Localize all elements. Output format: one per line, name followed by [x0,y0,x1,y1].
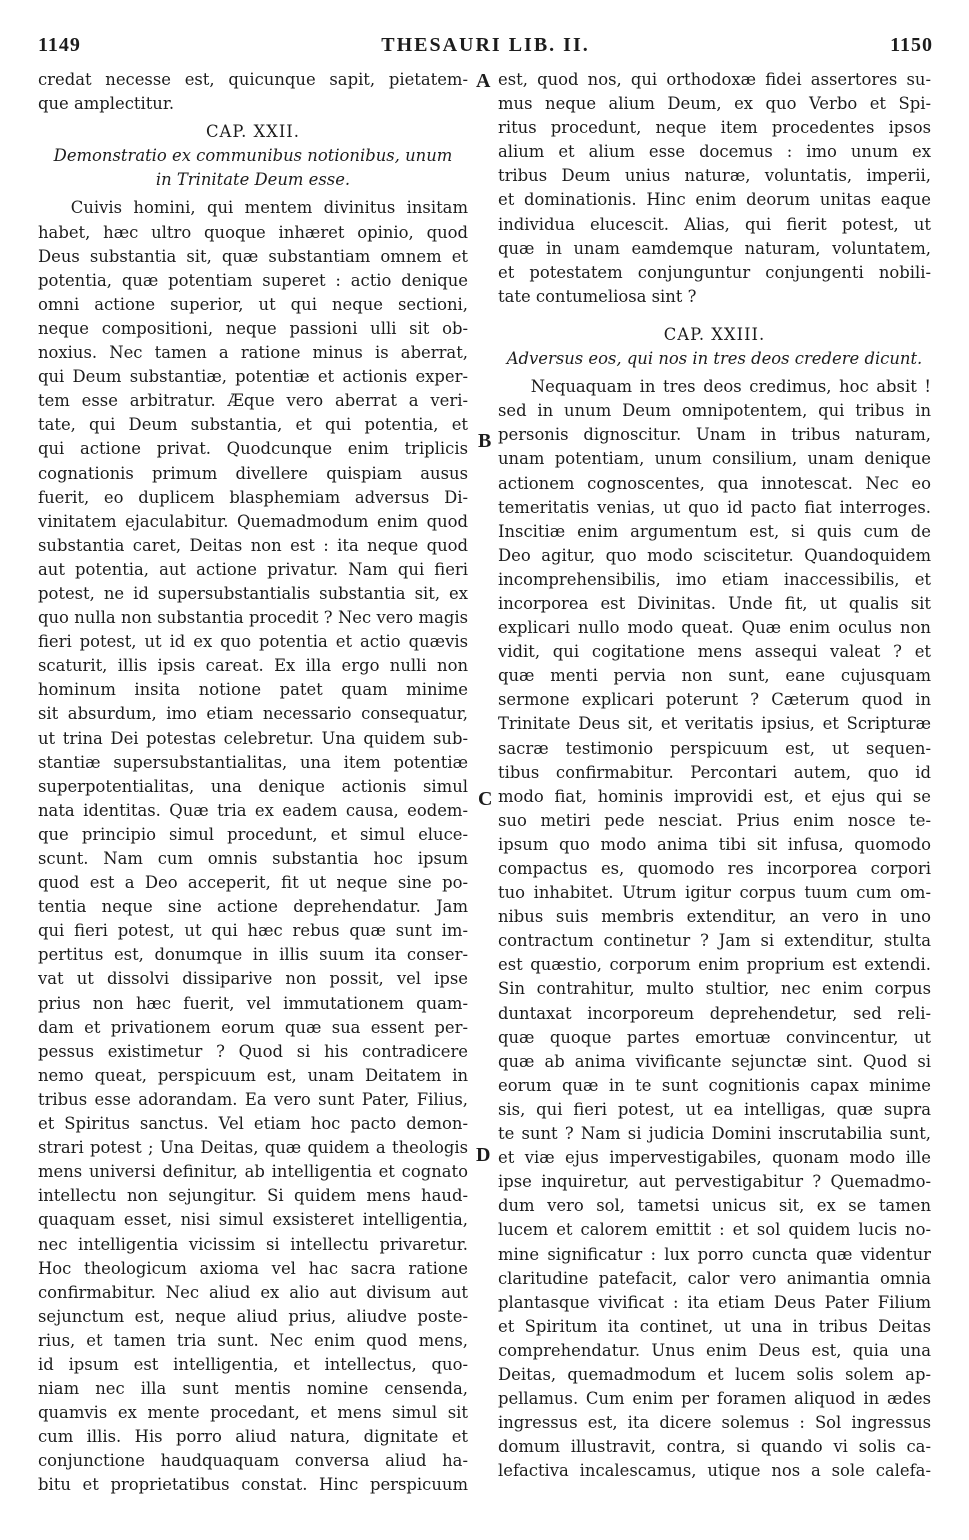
right-text-line: ritus procedunt, neque item procedentes ipsos [498,118,931,138]
left-text-line: stantiæ supersubstantialitas, una item potentiæ [38,752,468,772]
left-text-line: scaturit, illis ipsis careat. Ex illa ergo nulli non [38,656,468,676]
right-text-line: tibus confirmabitur. Percontari autem, quo id [498,762,931,782]
right-text-line: contractum continetur ? Jam si extenditur, stulta [498,931,931,951]
right-text-line: et Spiritum ita continet, ut una in tribus Deitas [498,1316,931,1336]
left-text-line: pertitus est, donumque in illis suum ita conser- [38,945,468,965]
left-text-line: prius non hæc fuerit, vel immutationem quam- [38,993,468,1013]
left-text-line: scunt. Nam cum omnis substantia hoc ipsum [38,849,468,868]
left-text-line: substantia caret, Deitas non est : ita neque quod [38,535,468,555]
right-text-line: alium et alium esse docemus : imo unum ex [498,142,931,162]
right-text-line: mus neque alium Deum, ex quo Verbo et Spi- [498,94,931,114]
right-text-line: ingressus est, ita dicere solemus : Sol ingressus [498,1413,931,1433]
right-text-line: quæ menti pervia non sunt, eane cujusquam [498,666,931,686]
left-text-line: omni actione superior, ut qui neque sectioni, [38,294,468,314]
left-text-line: intellectu non sejungitur. Si quidem mens haud- [38,1186,468,1206]
left-text-line: ut trina Dei potestas celebretur. Una quidem sub- [38,728,468,748]
right-text-line: dum vero sol, tametsi unicus sit, ex se tamen [498,1196,931,1216]
left-text-line: qui actione privat. Quodcunque enim triplicis [38,439,468,459]
left-text-line: habet, hæc ultro quoque inhæret opinio, quod [38,222,468,242]
margin-marker-d: D [476,1144,491,1166]
right-text-line: et potestatem conjunguntur conjungenti nobili- [498,262,931,282]
left-text-line: nec intelligentia vicissim si intellectu privaretur. [38,1234,468,1254]
right-text-line: suo metiri pede nesciat. Prius enim nosce te- [498,810,931,830]
right-text-line: sermone explicari poterunt ? Cæterum quod in [498,690,931,710]
left-text-line: tentia neque sine actione deprehendatur. Jam [38,897,468,917]
right-text-line: tate contumeliosa sint ? [498,286,697,306]
left-text-line: tribus esse adorandam. Ea vero sunt Pater, Filius, [38,1089,468,1109]
right-text-line: unam potentiam, unum consilium, unam denique [498,449,931,469]
left-text-line: quaquam esset, nisi simul exsisteret intelligentia, [38,1210,468,1230]
left-text-line: conjunctione haudquaquam conversa aliud ha- [38,1451,468,1471]
right-text-line: temeritatis venias, ut quo id pacto fiat interroges. [498,497,931,517]
left-text-line: strari potest ; Una Deitas, quæ quidem a theologis [38,1138,468,1158]
left-text-line: quod est a Deo acceperit, fit ut neque sine po- [38,873,468,893]
right-text-line: quæ quoque partes emortuæ convincentur, ut [498,1027,931,1047]
left-text-line: Deus substantia sit, quæ substantiam omnem et [38,246,468,266]
left-chapter-heading: CAP. XXII. [205,122,300,142]
right-text-line: modo fiat, hominis improvidi est, et ejus qui se [498,786,931,806]
right-text-line: Deo agitur, quo modo sciscitetur. Quandoquidem [498,545,931,565]
left-text-line: sejunctum est, neque aliud prius, aliudve poste- [38,1306,468,1326]
right-text-line: Nequaquam in tres deos credimus, hoc absit ! [530,377,931,397]
running-title: THESAURI LIB. II. [381,34,590,56]
right-text-line: ipse inquiretur, aut pervestigabitur ? Quemadmo- [498,1172,931,1192]
right-text-line: Inscitiæ enim argumentum est, si quis cum de [498,521,931,541]
left-text-line: superpotentialitas, una denique actionis simul [38,776,468,796]
right-text-line: claritudine patefacit, calor vero animantia omnia [498,1268,931,1288]
right-text-line: quæ in unam eamdemque naturam, voluntatem, [498,238,931,258]
right-text-line: duntaxat incorporeum deprehendetur, sed reli- [498,1003,931,1023]
right-text-line: domum illustravit, contra, si quando vi solis ca- [498,1437,931,1457]
right-text-line: lefactiva incalescamus, utique nos a sole calefa- [498,1461,931,1481]
left-text-line: potentia, quæ potentiam superet : actio denique [38,270,468,290]
right-page-number: 1150 [890,34,933,56]
right-text-line: individua elucescit. Alias, qui fierit potest, ut [498,214,931,234]
left-text-line: niam nec illa sunt mentis nomine censenda, [38,1379,468,1399]
left-text-line: dam et privationem eorum quæ sua essent per- [38,1017,468,1037]
left-text-line: pessus existimetur ? Quod si his contradicere [38,1041,468,1061]
left-text-line: id ipsum est intelligentia, et intellectus, quo- [38,1354,468,1374]
left-chapter-subtitle: in Trinitate Deum esse. [155,170,351,190]
left-text-line: tate, qui Deum substantia, et qui potentia, et [38,415,468,435]
left-text-line: rius, et tamen tria sunt. Nec enim quod mens, [38,1330,468,1350]
left-text-line: Hoc theologicum axioma vel hac sacra ratione [38,1258,468,1278]
left-text-line: neque compositioni, neque passioni ulli sit ob- [38,318,468,338]
left-text-line: qui fieri potest, ut qui hæc rebus quæ sunt im- [38,921,468,941]
right-column [498,68,931,1483]
margin-marker-b: B [478,430,492,452]
running-header [38,34,933,60]
left-text-line: cognationis primum divellere quispiam ausus [38,463,468,483]
right-text-line: quæ ab anima vivificante sejunctæ sint. Quod si [498,1051,931,1071]
left-text-line: cum illis. His porro aliud natura, dignitate et [38,1427,468,1447]
right-text-line: et viæ ejus impervestigabiles, quonam modo ille [498,1148,931,1168]
left-chapter-subtitle: Demonstratio ex communibus notionibus, unum [53,146,453,166]
left-page-number: 1149 [38,34,81,56]
right-text-line: Trinitate Deus sit, et veritatis ipsius, et Scripturæ [498,714,931,734]
right-text-line: ipsum quo modo anima tibi sit infusa, quomodo [498,834,931,854]
left-text-line: et Spiritus sanctus. Vel etiam hoc pacto demon- [38,1114,468,1134]
right-text-line: vidit, qui cogitatione mens assequi valeat ? et [498,642,931,662]
right-text-line: lucem et calorem emittit : et sol quidem lucis no- [498,1220,931,1240]
left-text-line: que amplectitur. [38,94,175,114]
left-text-line: noxius. Nec tamen a ratione minus is aberrat, [38,343,468,363]
left-text-line: Cuivis homini, qui mentem divinitus insitam [70,198,468,218]
margin-marker-a: A [476,70,491,92]
left-text-line: vinitatem ejaculabitur. Quemadmodum enim quod [38,511,468,531]
left-text-line: tem esse arbitratur. Æque vero aberrat a veri- [38,391,468,411]
left-text-line: qui Deum substantiæ, potentiæ et actionis exper- [38,367,468,387]
left-text-line: confirmabitur. Nec aliud ex alio aut divisum aut [38,1282,468,1302]
left-text-line: fuerit, eo duplicem blasphemiam adversus Di- [38,487,468,507]
right-chapter-subtitle: Adversus eos, qui nos in tres deos credere dicunt. [506,349,923,369]
right-text-line: tribus Deum unius naturæ, voluntatis, imperii, [498,166,931,186]
right-text-line: nibus suis membris extenditur, an vero in uno [498,907,931,927]
left-text-line: que principio simul procedunt, et simul eluce- [38,824,468,844]
right-text-line: incorporea est Divinitas. Unde fit, ut qualis sit [498,593,931,613]
right-text-line: est quæstio, corporum enim proprium est extendi. [498,955,931,975]
right-text-line: et dominationis. Hinc enim deorum unitas eaque [498,190,931,210]
right-text-line: personis dignoscitur. Unam in tribus naturam, [498,425,931,445]
right-text-line: est, quod nos, qui orthodoxæ fidei assertores su- [498,70,931,89]
left-text-line: quo nulla non substantia procedit ? Nec vero magis [38,608,468,628]
margin-marker-c: C [478,788,493,810]
right-text-line: sed in unum Deum omnipotentem, qui tribus in [498,401,931,421]
left-text-line: quamvis ex mente procedant, et mens simul sit [38,1403,468,1423]
right-text-line: plantasque vivificat : ita etiam Deus Pater Filium [498,1292,931,1312]
right-text-line: pellamus. Cum enim per foramen aliquod in ædes [498,1389,931,1409]
right-text-line: Deitas, quemadmodum et lucem solis solem ap- [498,1364,931,1384]
left-text-line: sit absurdum, imo etiam necessario consequatur, [38,704,468,724]
right-text-line: comprehendatur. Unus enim Deus est, quia una [498,1340,931,1360]
right-text-line: sacræ testimonio perspicuum est, ut sequen- [498,738,931,758]
right-text-line: Sin contrahitur, multo stultior, nec enim corpus [498,979,931,999]
right-text-line: te sunt ? Nam si judicia Domini inscrutabilia sunt, [498,1124,931,1144]
right-text-line: mine significatur : lux porro cuncta quæ videntur [498,1244,931,1264]
left-text-line: nemo queat, perspicuum est, unam Deitatem in [38,1065,468,1085]
left-text-line: potest, ne id supersubstantialis substantia sit, ex [38,583,468,603]
right-text-line: incomprehensibilis, imo etiam inaccessibilis, et [498,569,931,589]
left-text-line: aut potentia, aut actione privatur. Nam qui fieri [38,559,468,579]
left-text-line: bitu et proprietatibus constat. Hinc perspicuum [38,1475,468,1495]
left-text-line: hominum insita notione patet quam minime [38,680,468,700]
left-column [38,68,468,1498]
right-text-line: sis, qui fieri potest, ut ea intelligas, quæ supra [498,1099,931,1119]
right-text-line: actionem cognoscentes, qua innotescat. Nec eo [498,473,931,493]
right-text-line: explicari nullo modo queat. Quæ enim oculus non [498,618,931,638]
left-text-line: vat ut dissolvi dissiparive non possit, vel ipse [38,969,468,989]
right-chapter-heading: CAP. XXIII. [663,324,766,344]
left-text-line: mens universi definitur, ab intelligentia et cognato [38,1162,468,1182]
right-text-line: tuo inhabitet. Utrum igitur corpus tuum cum om- [498,883,931,903]
left-text-line: fieri potest, ut id ex quo potentia et actio quævis [38,632,468,652]
left-text-line: nata identitas. Quæ tria ex eadem causa, eodem- [38,800,468,820]
right-text-line: eorum quæ in te sunt cognitionis capax minime [498,1075,931,1095]
left-text-line: credat necesse est, quicunque sapit, pietatem- [38,70,468,89]
right-text-line: compactus es, quomodo res incorporea corpori [498,859,931,878]
